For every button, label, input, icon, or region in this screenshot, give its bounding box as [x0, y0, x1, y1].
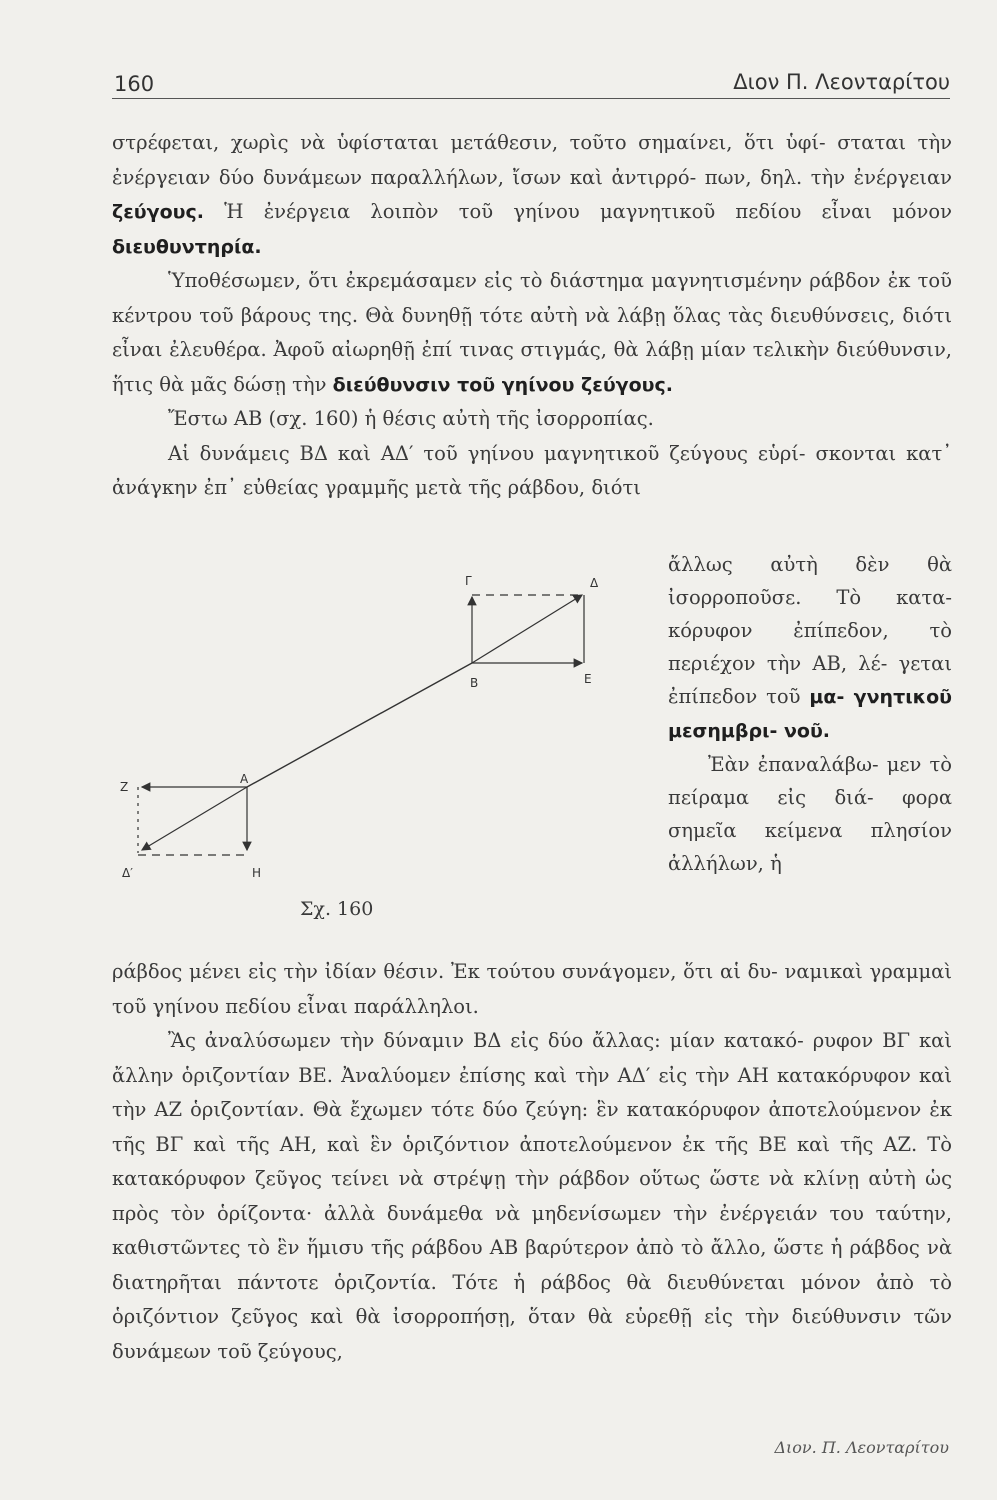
figure-caption: Σχ. 160: [300, 898, 374, 920]
text-run: Ὑποθέσωμεν, ὅτι ἐκρεμάσαμεν εἰς τὸ διάστημα μαγνητισμένην ράβδον ἐκ τοῦ κέντρου τοῦ βάρους της. Θὰ δυνηθῇ τότε αὐτὴ νὰ λάβῃ ὅλας τὰς διευθύνσεις, διότι εἶναι ἐλευθέρα. Ἀφοῦ αἰωρηθῇ ἐπί τινας στιγμάς, θὰ λάβῃ μίαν τελικὴν διεύθυνσιν, ἥτις θὰ μᾶς δώσῃ τὴν: [112, 269, 952, 396]
side-paragraph-2: Ἐὰν ἐπαναλάβω- μεν τὸ πείραμα εἰς διά- φορα σημεῖα κείμενα πλησίον ἀλλήλων, ἡ: [668, 753, 952, 875]
main-text: [112, 126, 952, 506]
force-bd-line: [472, 595, 582, 663]
lower-text: [112, 955, 952, 1369]
paragraph-3: Ἔστω ΑΒ (σχ. 160) ἡ θέσις αὐτὴ τῆς ἰσορροπίας.: [168, 407, 654, 430]
footer-signature: Διον. Π. Λεονταρίτου: [774, 1438, 949, 1457]
running-head: Διον Π. Λεονταρίτου: [733, 70, 950, 94]
force-ad-prime-line: [142, 787, 247, 850]
bold-term: διευθυντηρία.: [112, 235, 262, 258]
rod-line-ab: [247, 663, 472, 787]
text-run: ἄλλως αὐτὴ δὲν θὰ ἰσορροποῦσε. Τὸ κατα- κόρυφον ἐπίπεδον, τὸ περιέχον τὴν ΑΒ, λέ- γεται ἐπίπεδον τοῦ: [668, 553, 952, 708]
label-alpha: Α: [240, 772, 249, 786]
label-delta-prime: Δ′: [122, 866, 133, 880]
bold-term: μα- γνητικοῦ μεσημβρι- νοῦ.: [668, 686, 952, 742]
label-gamma: Γ: [465, 574, 472, 588]
lower-paragraph-1: ράβδος μένει εἰς τὴν ἰδίαν θέσιν. Ἐκ τούτου συνάγομεν, ὅτι αἱ δυ- ναμικαὶ γραμμαὶ τοῦ γηίνου πεδίου εἶναι παράλληλοι.: [112, 960, 952, 1018]
label-zeta: Ζ: [120, 780, 129, 794]
page-number: 160: [114, 72, 155, 96]
text-run: Ἡ ἐνέργεια λοιπὸν τοῦ γηίνου μαγνητικοῦ πεδίου εἶναι μόνον: [203, 200, 952, 223]
label-beta: Β: [470, 676, 479, 690]
paragraph-1: [112, 126, 952, 264]
bold-term: διεύθυνσιν τοῦ γηίνου ζεύγους.: [332, 373, 673, 396]
side-column-text: [668, 548, 952, 880]
label-eta: Η: [252, 866, 262, 880]
force-diagram: [112, 565, 652, 895]
text-run: στρέφεται, χωρὶς νὰ ὑφίσταται μετάθεσιν, τοῦτο σημαίνει, ὅτι ὑφί- σταται τὴν ἐνέργειαν δύο δυνάμεων παραλλήλων, ἴσων καὶ ἀντιρρό- πων, δηλ. τὴν ἐνέργειαν: [112, 131, 952, 189]
paragraph-2: [112, 264, 952, 402]
label-delta: Δ: [590, 576, 599, 590]
lower-paragraph-2: Ἂς ἀναλύσωμεν τὴν δύναμιν ΒΔ εἰς δύο ἄλλας: μίαν κατακό- ρυφον ΒΓ καὶ ἄλλην ὁριζοντίαν ΒΕ. Ἀναλύομεν ἐπίσης καὶ τὴν ΑΔ′ εἰς τὴν ΑΗ κατακόρυφον καὶ τὴν ΑΖ ὁριζοντίαν. Θὰ ἔχωμεν τότε δύο ζεύγη: ἓν κατακόρυφον ἀποτελούμενον ἐκ τῆς ΒΓ καὶ τῆς ΑΗ, καὶ ἓν ὁριζόντιον ἀποτελούμενον ἐκ τῆς ΒΕ καὶ τῆς ΑΖ. Τὸ κατακόρυφον ζεῦγος τείνει νὰ στρέψῃ τὴν ράβδον οὕτως ὥστε νὰ κλίνῃ αὐτὴ ὡς πρὸς τὸν ὁρίζοντα· ἀλλὰ δυνάμεθα νὰ μηδενίσωμεν τὴν ἐνέργειάν του ταύτην, καθιστῶντες τὸ ἓν ἥμισυ τῆς ράβδου ΑΒ βαρύτερον ἀπὸ τὸ ἄλλο, ὥστε ἡ ράβδος νὰ διατηρῆται πάντοτε ὁριζοντία. Τότε ἡ ράβδος θὰ διευθύνεται μόνον ἀπὸ τὸ ὁριζόντιον ζεῦγος καὶ θὰ ἰσορροπήσῃ, ὅταν θὰ εὑρεθῇ εἰς τὴν διεύθυνσιν τῶν δυνάμεων τοῦ ζεύγους,: [112, 1029, 952, 1363]
page-header: [112, 66, 950, 99]
paragraph-4: Αἱ δυνάμεις ΒΔ καὶ ΑΔ′ τοῦ γηίνου μαγνητικοῦ ζεύγους εὑρί- σκονται κατ᾽ ἀνάγκην ἐπ᾽ εὐθείας γραμμῆς μετὰ τῆς ράβδου, διότι: [112, 441, 952, 499]
side-paragraph-1: [668, 548, 952, 748]
figure-160: [112, 565, 652, 965]
label-epsilon: Ε: [584, 672, 592, 686]
bold-term: ζεύγους.: [112, 201, 204, 223]
